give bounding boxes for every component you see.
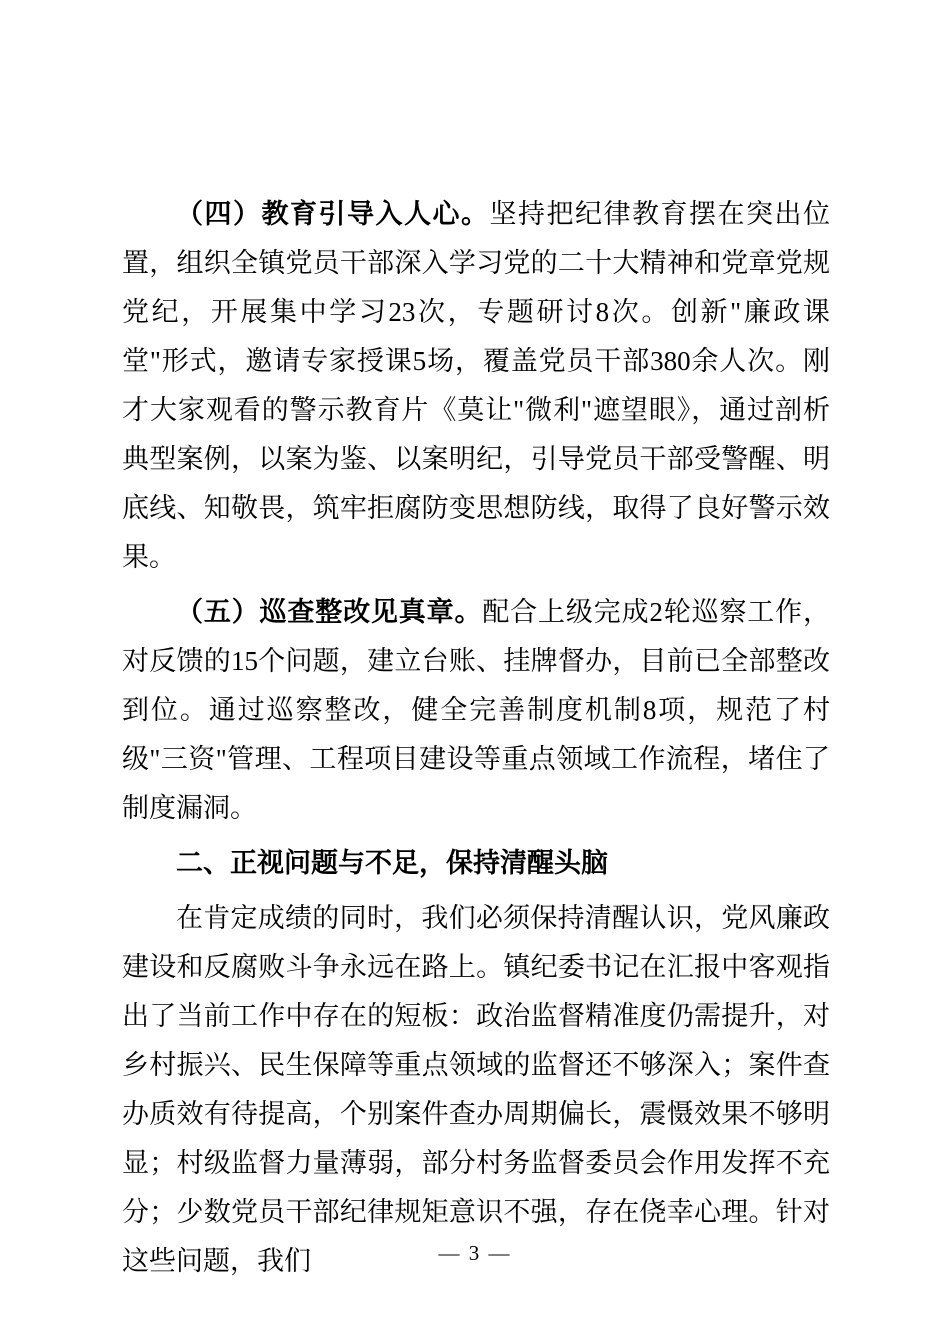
page-number: — 3 —	[438, 1241, 512, 1265]
paragraph-section-five	[122, 588, 830, 833]
document-content	[122, 190, 830, 1292]
section-four-lead: （四）教育引导入人心。	[176, 199, 490, 229]
part-two-heading: 二、正视问题与不足，保持清醒头脑	[176, 848, 608, 878]
section-five-body: 配合上级完成2轮巡察工作，对反馈的15个问题，建立台账、挂牌督办，目前已全部整改到位。通过巡察整改，健全完善制度机制8项，规范了村级"三资"管理、工程项目建设等重点领域工作流程，堵住了制度漏洞。	[122, 597, 831, 823]
section-five-lead: （五）巡查整改见真章。	[176, 597, 483, 627]
section-four-body: 坚持把纪律教育摆在突出位置，组织全镇党员干部深入学习党的二十大精神和党章党规党纪，开展集中学习23次，专题研讨8次。创新"廉政课堂"形式，邀请专家授课5场，覆盖党员干部380余人次。刚才大家观看的警示教育片《莫让"微利"遮望眼》，通过剖析典型案例，以案为鉴、以案明纪，引导党员干部受警醒、明底线、知敬畏，筑牢拒腐防变思想防线，取得了良好警示效果。	[122, 199, 830, 572]
paragraph-part-two-intro: 在肯定成绩的同时，我们必须保持清醒认识，党风廉政建设和反腐败斗争永远在路上。镇纪委书记在汇报中客观指出了当前工作中存在的短板：政治监督精准度仍需提升，对乡村振兴、民生保障等重点领域的监督还不够深入；案件查办质效有待提高，个别案件查办周期偏长，震慑效果不够明显；村级监督力量薄弱，部分村务监督委员会作用发挥不充分；少数党员干部纪律规矩意识不强，存在侥幸心理。针对这些问题，我们	[122, 903, 830, 1276]
paragraph-section-four	[122, 190, 830, 582]
